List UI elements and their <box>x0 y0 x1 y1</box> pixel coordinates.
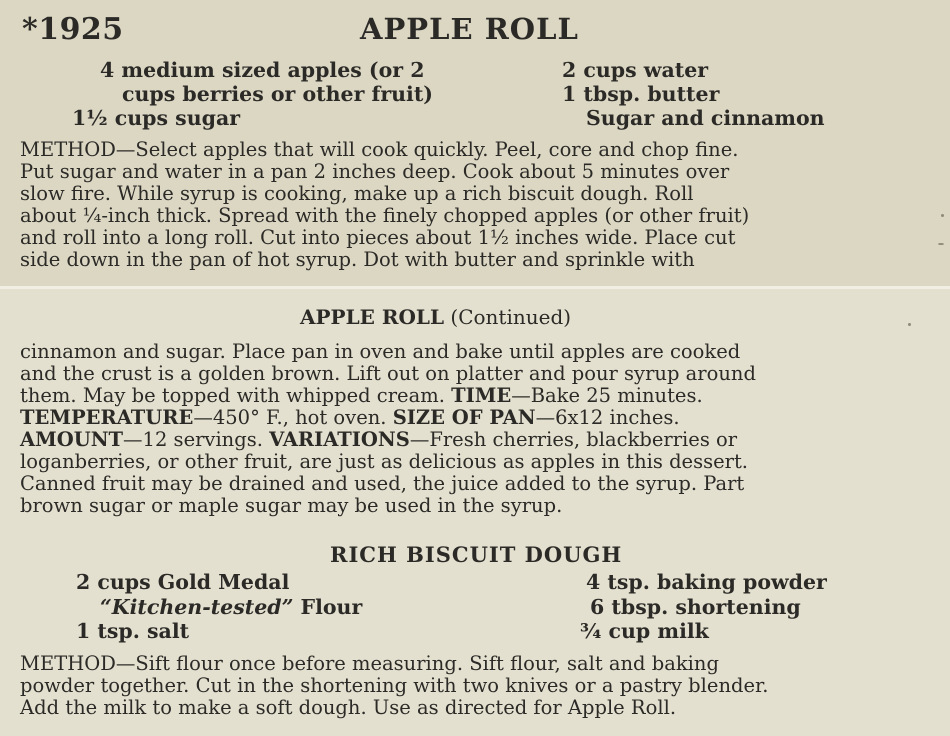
print-speck <box>941 214 944 217</box>
page-divider <box>0 286 950 289</box>
continued-text: them. May be topped with whipped cream. <box>20 384 445 407</box>
biscuit-title: RICH BISCUIT DOUGH <box>330 542 623 567</box>
biscuit-ingredient-left-1: 2 cups Gold Medal <box>76 570 290 594</box>
continued-line: brown sugar or maple sugar may be used in the syrup. <box>20 494 563 517</box>
method-line: and roll into a long roll. Cut into pieces about 1½ inches wide. Place cut <box>20 226 736 249</box>
ingredient-right-3: Sugar and cinnamon <box>586 106 825 130</box>
temperature-value: —450° F., hot oven. <box>193 406 387 429</box>
recipe-number: *1925 <box>22 12 124 47</box>
ingredient-right-2: 1 tbsp. butter <box>562 82 720 106</box>
biscuit-method-line: METHOD—Sift flour once before measuring. Sift flour, salt and baking <box>20 652 719 675</box>
continued-line: and the crust is a golden brown. Lift out on platter and pour syrup around <box>20 362 756 385</box>
method-line: slow fire. While syrup is cooking, make up a rich biscuit dough. Roll <box>20 182 694 205</box>
biscuit-ingredient-right-3: ¾ cup milk <box>580 619 709 643</box>
biscuit-ingredient-right-1: 4 tsp. baking powder <box>586 570 827 594</box>
variations-label: VARIATIONS <box>269 428 410 451</box>
variations-text: —Fresh cherries, blackberries or <box>409 428 738 451</box>
method-line: Put sugar and water in a pan 2 inches deep. Cook about 5 minutes over <box>20 160 730 183</box>
continued-line: cinnamon and sugar. Place pan in oven and bake until apples are cooked <box>20 340 741 363</box>
continued-line <box>20 428 737 451</box>
biscuit-ingredient-left-3: 1 tsp. salt <box>76 619 190 643</box>
continued-line: loganberries, or other fruit, are just as delicious as apples in this dessert. <box>20 450 749 473</box>
ingredient-left-1: 4 medium sized apples (or 2 <box>100 58 425 82</box>
ingredient-left-3: 1½ cups sugar <box>72 106 241 130</box>
recipe-title: APPLE ROLL <box>360 12 579 46</box>
method-line: about ¼-inch thick. Spread with the finely chopped apples (or other fruit) <box>20 204 750 227</box>
ingredient-right-1: 2 cups water <box>562 58 709 82</box>
time-label: TIME <box>451 384 512 407</box>
biscuit-ingredient-left-2 <box>100 595 362 619</box>
pan-size-label: SIZE OF PAN <box>392 406 536 429</box>
flour-label: Flour <box>300 595 363 619</box>
continued-title-suffix: (Continued) <box>450 305 572 329</box>
biscuit-method-line: Add the milk to make a soft dough. Use as directed for Apple Roll. <box>20 696 677 719</box>
pan-size-value: —6x12 inches. <box>535 406 680 429</box>
print-speck <box>938 243 944 245</box>
method-line: side down in the pan of hot syrup. Dot with butter and sprinkle with <box>20 248 695 271</box>
continued-line <box>20 406 680 429</box>
ingredient-left-2: cups berries or other fruit) <box>122 82 434 106</box>
amount-label: AMOUNT <box>20 428 124 451</box>
continued-line <box>20 384 703 407</box>
amount-value: —12 servings. <box>123 428 263 451</box>
continued-title-main: APPLE ROLL <box>300 305 445 329</box>
biscuit-method-line: powder together. Cut in the shortening with two knives or a pastry blender. <box>20 674 769 697</box>
print-speck <box>908 323 911 326</box>
time-value: —Bake 25 minutes. <box>511 384 703 407</box>
temperature-label: TEMPERATURE <box>20 406 194 429</box>
kitchen-tested-label: “Kitchen-tested” <box>100 595 294 619</box>
continued-line: Canned fruit may be drained and used, the juice added to the syrup. Part <box>20 472 745 495</box>
method-line: METHOD—Select apples that will cook quickly. Peel, core and chop fine. <box>20 138 739 161</box>
biscuit-ingredient-right-2: 6 tbsp. shortening <box>590 595 801 619</box>
continued-title <box>300 305 571 329</box>
